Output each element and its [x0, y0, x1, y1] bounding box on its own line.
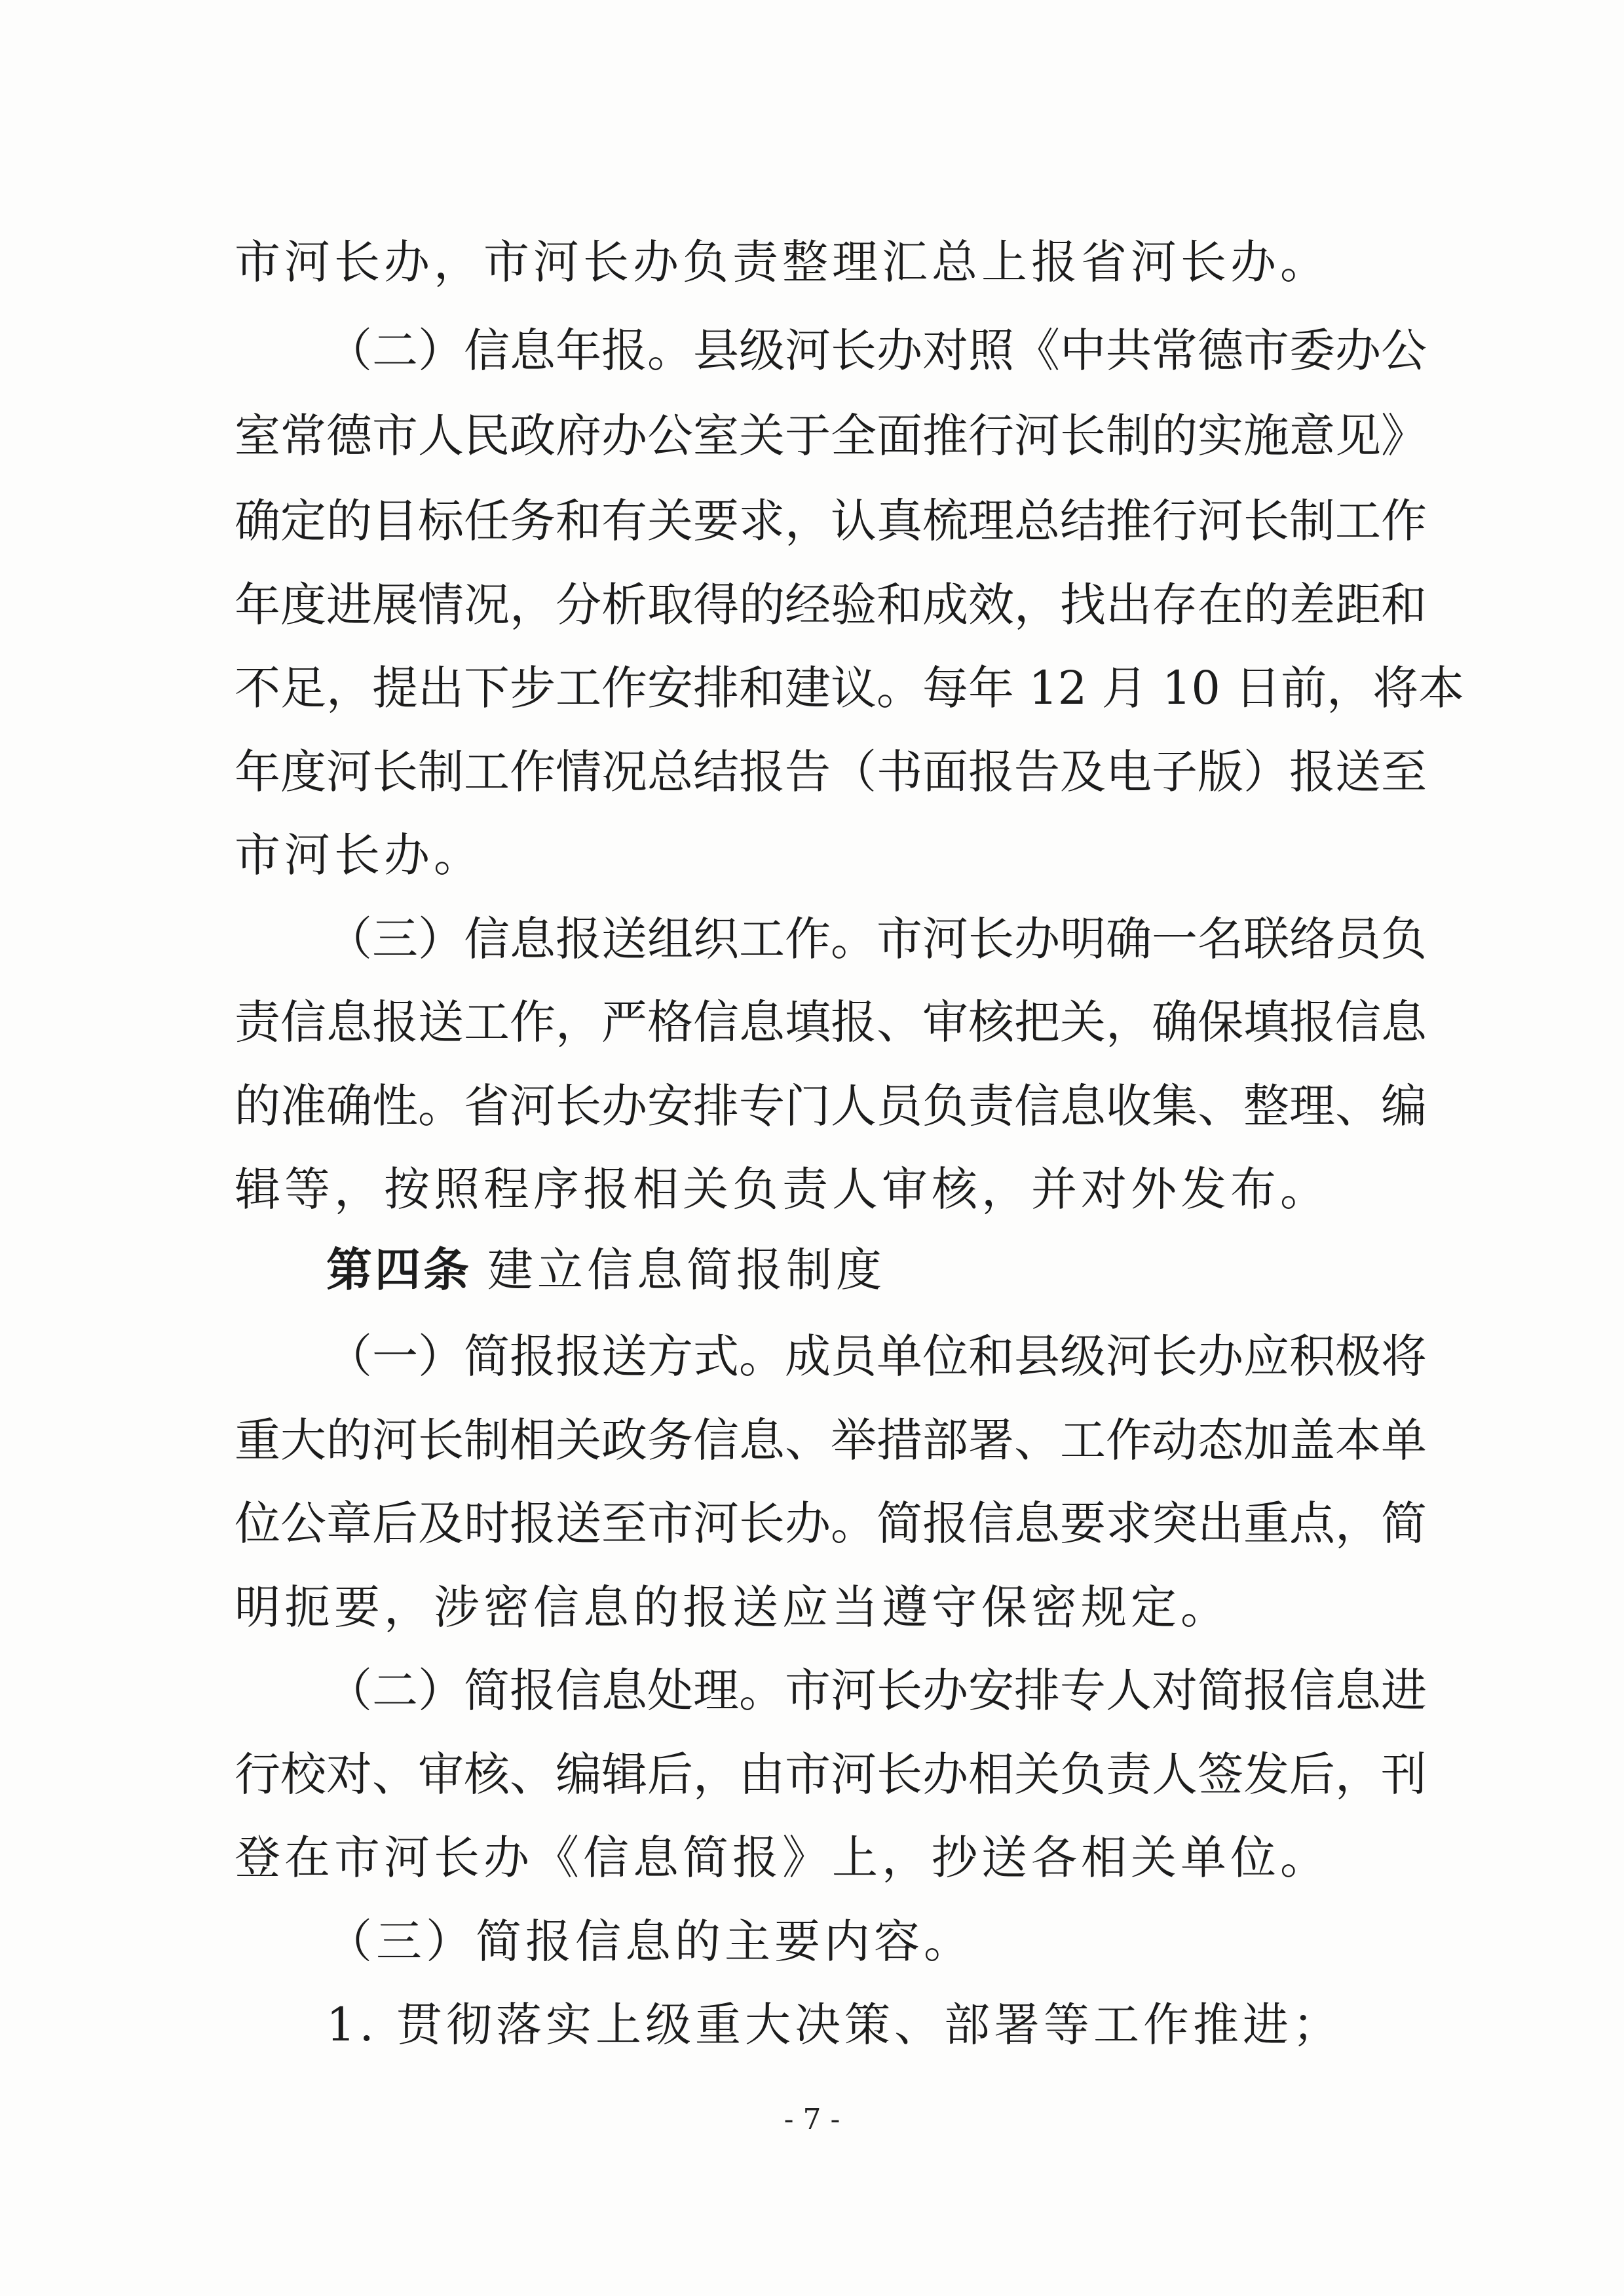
paragraph-line: 市河长办，市河长办负责整理汇总上报省河长办。: [235, 235, 1330, 289]
list-item: 1. 贯彻落实上级重大决策、部署等工作推进；: [326, 1998, 1343, 2052]
paragraph-line: 重大的河长制相关政务信息、举措部署、工作动态加盖本单: [235, 1413, 1427, 1467]
paragraph-line: 年度进展情况，分析取得的经验和成效，找出存在的差距和: [235, 578, 1427, 632]
paragraph-line: 责信息报送工作，严格信息填报、审核把关，确保填报信息: [235, 995, 1427, 1049]
paragraph-line: 市河长办。: [235, 828, 483, 882]
paragraph-line: 辑等，按照程序报相关负责人审核，并对外发布。: [235, 1162, 1330, 1216]
paragraph-line: （二）信息年报。县级河长办对照《中共常德市委办公: [326, 324, 1427, 377]
paragraph-line: 不足，提出下步工作安排和建议。每年 12 月 10 日前，将本: [235, 661, 1465, 715]
paragraph-line: （一）简报报送方式。成员单位和县级河长办应积极将: [326, 1330, 1427, 1383]
paragraph-line: 室常德市人民政府办公室关于全面推行河长制的实施意见》: [235, 409, 1427, 463]
paragraph-line: （三）信息报送组织工作。市河长办明确一名联络员负: [326, 912, 1427, 966]
paragraph-line: 确定的目标任务和有关要求，认真梳理总结推行河长制工作: [235, 494, 1427, 548]
article-heading-title: 建立信息简报制度: [487, 1243, 886, 1297]
paragraph-line: 登在市河长办《信息简报》上，抄送各相关单位。: [235, 1831, 1330, 1885]
paragraph-line: 位公章后及时报送至市河长办。简报信息要求突出重点，简: [235, 1497, 1427, 1550]
page-number: - 7 -: [784, 2103, 840, 2136]
paragraph-line: 明扼要，涉密信息的报送应当遵守保密规定。: [235, 1580, 1230, 1634]
paragraph-line: （二）简报信息处理。市河长办安排专人对简报信息进: [326, 1664, 1427, 1717]
article-heading: [326, 1240, 1374, 1299]
paragraph-line: 年度河长制工作情况总结报告（书面报告及电子版）报送至: [235, 745, 1427, 799]
paragraph-line: 的准确性。省河长办安排专门人员负责信息收集、整理、编: [235, 1079, 1427, 1133]
paragraph-line: 行校对、审核、编辑后，由市河长办相关负责人签发后，刊: [235, 1748, 1427, 1801]
article-heading-label: 第四条: [326, 1243, 472, 1297]
paragraph-line: （三）简报信息的主要内容。: [326, 1915, 973, 1968]
